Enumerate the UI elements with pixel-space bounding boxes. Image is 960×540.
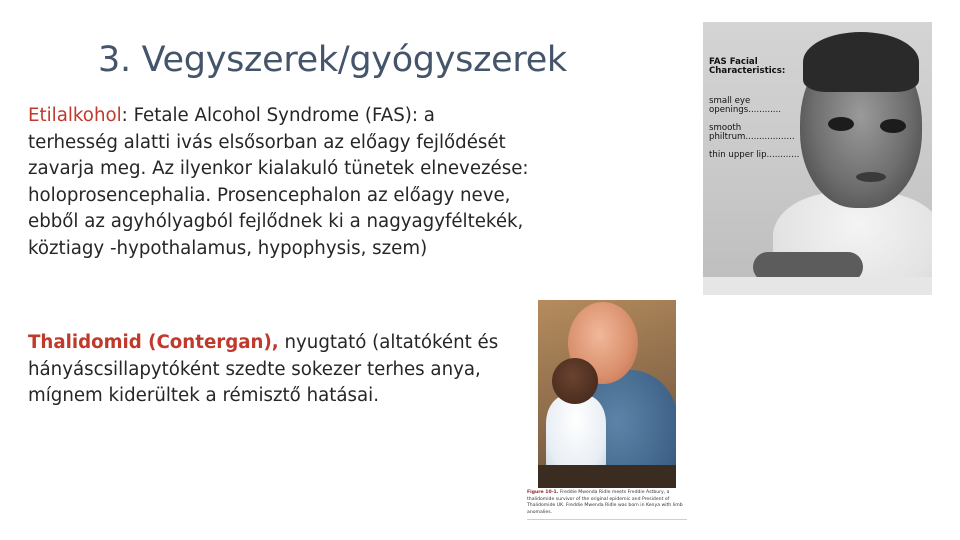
infant-eye-shape — [828, 117, 854, 131]
paragraph-line — [28, 103, 598, 130]
infant-hair-shape — [803, 32, 919, 92]
paragraph-line: holoprosencephalia. Prosencephalon az előagy neve, — [28, 184, 511, 206]
fas-infant-photo — [703, 22, 932, 295]
floor-shape — [538, 465, 676, 488]
fas-label-philtrum-line2: philtrum.................. — [709, 132, 795, 142]
highlight-term-ethanol: Etilalkohol — [28, 105, 122, 126]
fas-heading-line2: Characteristics: — [709, 66, 786, 76]
paragraph-ethanol — [28, 103, 598, 262]
paragraph-line: hányáscsillapytóként szedte sokezer terhes anya, — [28, 358, 481, 380]
infant-eye-shape — [880, 119, 906, 133]
paragraph-line — [28, 330, 528, 357]
text-segment: nyugtató (altatóként és — [278, 332, 499, 353]
fas-label-lip: thin upper lip............ — [709, 150, 800, 160]
paragraph-line: mígnem kiderültek a rémisztő hatásai. — [28, 385, 379, 406]
child-body-shape — [546, 395, 606, 475]
highlight-term-thalidomide: Thalidomid (Contergan), — [28, 332, 279, 353]
figure-caption-text: Freddie Mwenda Ridle meets Freddie Astbury, a thalidomide survivor of the original epidemic and President of Thalidomide UK. Freddie Mwenda Ridle was born in Kenya with limb anomalies. — [527, 490, 683, 515]
fas-label-eye-line2: openings............ — [709, 105, 781, 115]
paragraph-line: köztiagy -hypothalamus, hypophysis, szem) — [28, 237, 428, 259]
blanket-shape — [703, 277, 932, 295]
paragraph-thalidomide — [28, 330, 528, 410]
text-segment: : Fetale Alcohol Syndrome (FAS): a — [121, 105, 435, 126]
thalidomide-photo — [538, 300, 676, 488]
child-head-shape — [552, 358, 598, 404]
figure-label: Figure 10-1. — [527, 490, 559, 495]
fas-heading-line1: FAS Facial — [709, 57, 758, 67]
infant-mouth-shape — [856, 172, 886, 182]
fas-label-philtrum-line1: smooth — [709, 123, 742, 133]
caption-divider — [527, 519, 687, 520]
figure-caption — [527, 490, 687, 516]
slide-title: 3. Vegyszerek/gyógyszerek — [98, 40, 567, 80]
paragraph-line: terhesség alatti ivás elsősorban az előagy fejlődését — [28, 131, 506, 153]
paragraph-line: zavarja meg. Az ilyenkor kialakuló tünetek elnevezése: — [28, 158, 529, 179]
fas-label-eye-line1: small eye — [709, 96, 751, 106]
paragraph-line: ebből az agyhólyagból fejlődnek ki a nagyagyféltekék, — [28, 211, 524, 232]
